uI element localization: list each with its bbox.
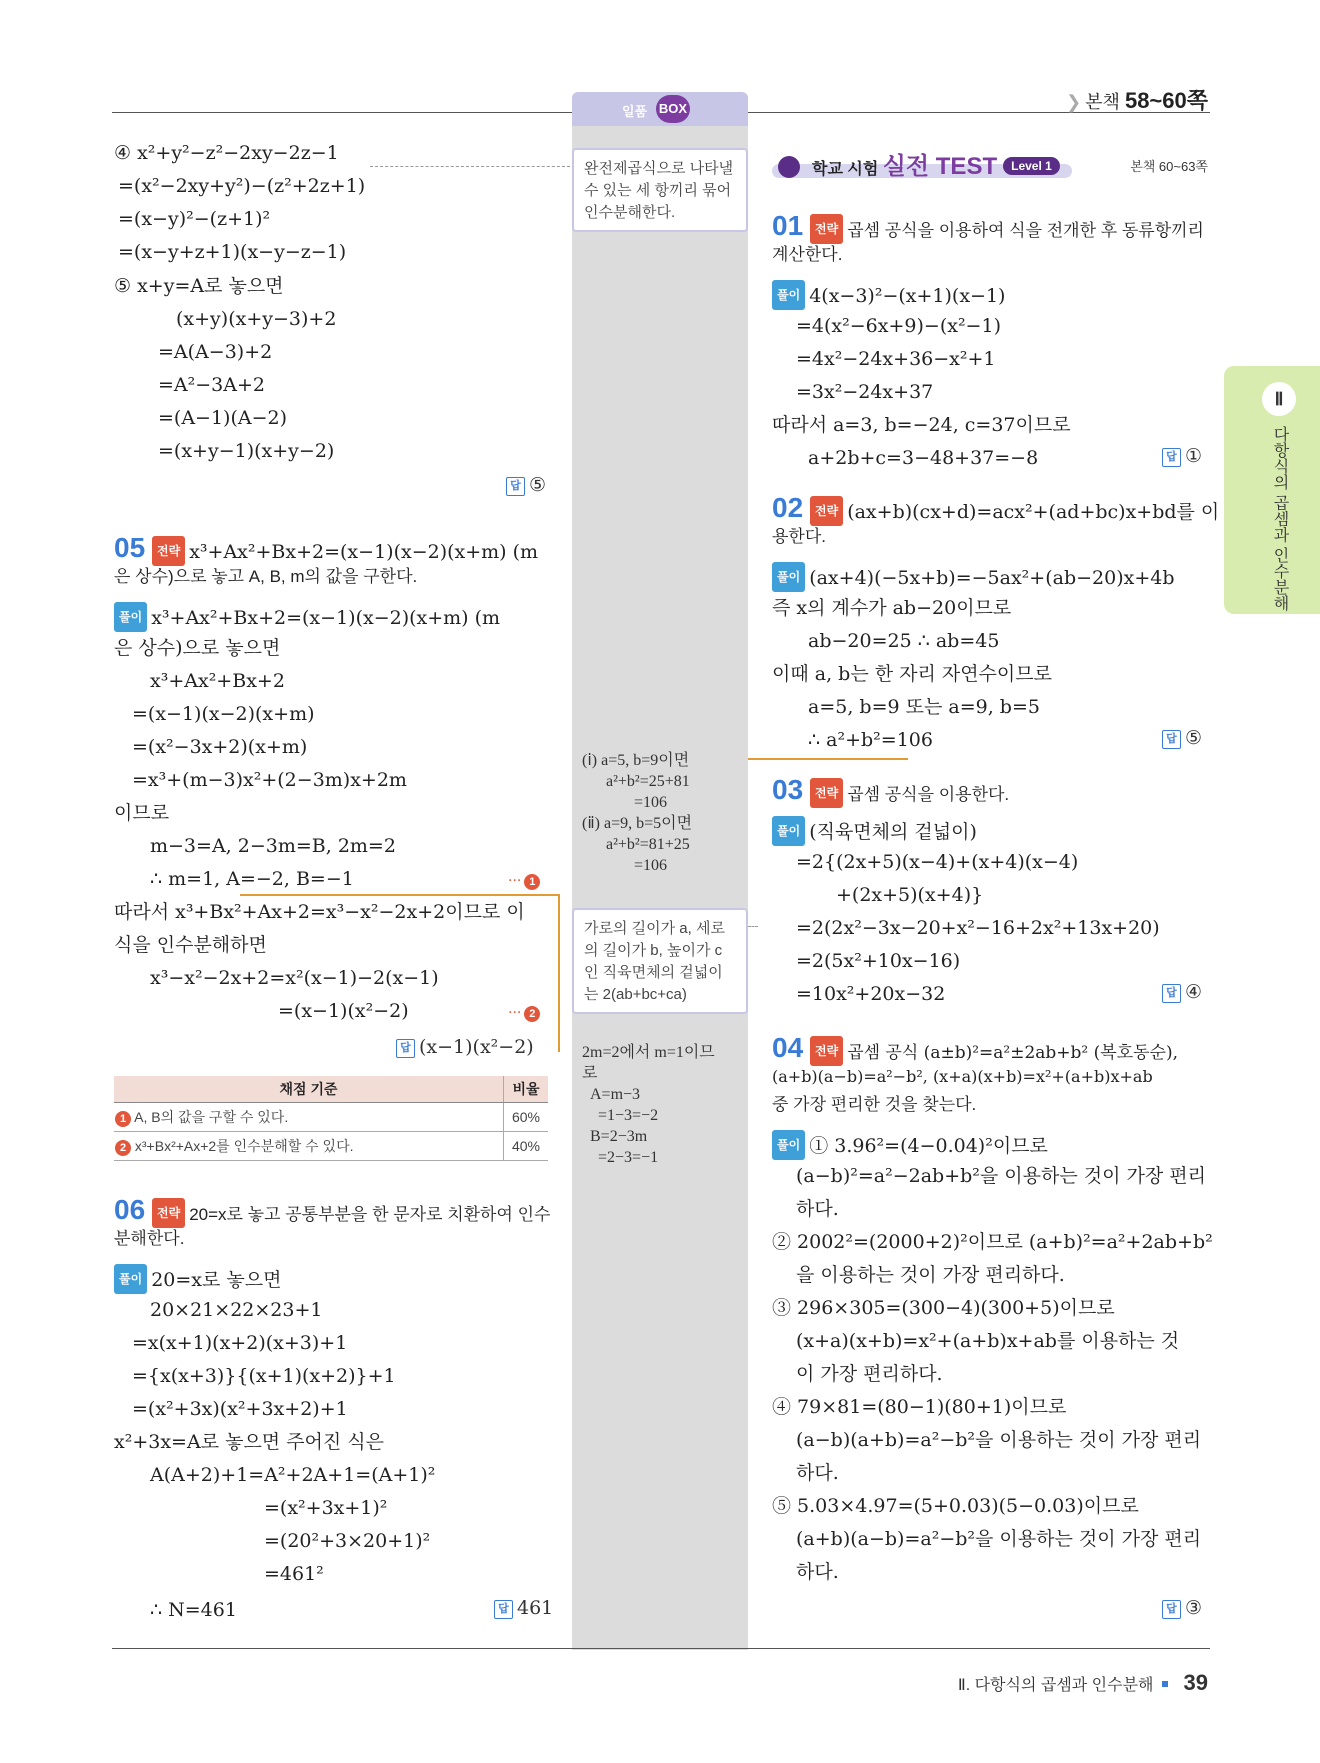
math-line: =4(x²−6x+9)−(x²−1) [796,315,1001,337]
answer [1162,981,1202,1003]
math-line: =(x²−2xy+y²)−(z²+2z+1) [118,175,366,197]
answer [396,1036,534,1058]
math-line: 이므로 [114,802,170,824]
math-line: ④ x²+y²−z²−2xy−2z−1 [114,142,339,164]
strategy-badge: 전략 [152,536,185,566]
math-line: =A²−3A+2 [158,374,265,396]
strategy-badge: 전략 [152,1198,185,1228]
math-line: A(A+2)+1=A²+2A+1=(A+1)² [150,1464,436,1486]
test-title-main: 실전 TEST [882,153,998,180]
answer-icon: 답 [1162,1600,1181,1619]
solution-line [772,1130,1048,1160]
math-line: ⑤ 5.03×4.97=(5+0.03)(5−0.03)이므로 [772,1495,1139,1517]
answer-value: 461 [517,1597,554,1619]
chapter-number: Ⅱ [1262,382,1296,416]
strategy-badge: 전략 [810,496,843,526]
connector-line [558,894,560,1052]
connector-line [370,166,570,167]
math-line: 을 이용하는 것이 가장 편리하다. [796,1264,1065,1286]
math-line: =2{(2x+5)(x−4)+(x+4)(x−4) [796,851,1079,873]
math-line: =(x²+3x)(x²+3x+2)+1 [132,1398,348,1420]
answer [494,1597,553,1619]
scoring-rate-header: 비율 [504,1076,549,1103]
strategy-line [810,496,1219,526]
math-line: =(x+y−1)(x+y−2) [158,440,335,462]
math-line: 은 상수)으로 놓으면 [114,637,281,659]
math-line: ∴ a²+b²=106 [808,729,933,751]
math-line: =A(A−3)+2 [158,341,273,363]
problem-number: 04 [772,1032,804,1063]
test-header [772,146,1208,182]
solution-line [772,280,1005,310]
solution-text: x³+Ax²+Bx+2=(x−1)(x−2)(x+m) (m [151,607,501,629]
answer-value: ⑤ [529,474,547,496]
strategy-line [152,1198,550,1228]
solution-text: (직육면체의 겉넓이) [809,821,977,843]
scoring-rate: 60% [504,1103,549,1132]
footer [958,1670,1208,1696]
solution-line [114,1264,281,1294]
math-line: 이때 a, b는 한 자리 자연수이므로 [772,663,1052,685]
test-title [812,146,1060,181]
math-line: ={x(x+3)}{(x+1)(x+2)}+1 [132,1365,396,1387]
math-line: 20×21×22×23+1 [150,1299,323,1321]
math-line: ∴ m=1, A=−2, B=−1 [150,868,354,890]
strategy-text: 계산한다. [772,245,843,264]
answer-value: ③ [1185,1597,1203,1619]
step-marker-1: ··· 1 [508,866,540,894]
math-line: 즉 x의 계수가 ab−20이므로 [772,597,1012,619]
math-line: ② 2002²=(2000+2)²이므로 (a+b)²=a²+2ab+b² [772,1231,1213,1253]
side-note-cases: (ⅰ) a=5, b=9이면 a²+b²=25+81 =106 (ⅱ) a=9, b=5이면 a²+b²=81+25 =106 [582,752,693,874]
scoring-table [114,1076,548,1161]
chapter-title: 다항식의 곱셈과 인수분해 [1271,426,1288,611]
page-reference [1066,84,1208,115]
step-marker-2: ··· 2 [508,998,540,1026]
answer [1162,445,1202,467]
solution-line [772,562,1175,592]
answer-value: ⑤ [1185,727,1203,749]
math-line: a+2b+c=3−48+37=−8 [808,447,1039,469]
chapter-side-tab[interactable] [1224,366,1320,614]
math-line: 따라서 a=3, b=−24, c=37이므로 [772,414,1071,436]
math-line: =3x²−24x+37 [796,381,934,403]
scoring-header: 채점 기준 [114,1076,504,1103]
answer [1162,727,1202,749]
box-label: 일품 [622,104,648,119]
footer-chapter: Ⅱ. 다항식의 곱셈과 인수분해 [957,1677,1154,1694]
strategy-text: 곱셈 공식 (a±b)²=a²±2ab+b² (복호동순), [847,1043,1178,1063]
scoring-row: 2 x³+Bx²+Ax+2를 인수분해할 수 있다. [114,1132,504,1161]
test-page-ref: 본책 60~63쪽 [1130,159,1208,174]
page-ref-prefix: 본책 [1085,92,1120,112]
math-line: 식을 인수분해하면 [114,934,267,956]
math-line: =2(2x²−3x−20+x²−16+2x²+13x+20) [796,917,1160,939]
answer [506,474,546,496]
math-line: =2(5x²+10x−16) [796,950,961,972]
math-line: =4x²−24x+36−x²+1 [796,348,996,370]
answer-icon: 답 [506,477,525,496]
math-line: ④ 79×81=(80−1)(80+1)이므로 [772,1396,1067,1418]
strategy-line [810,214,1204,244]
page-number: 39 [1183,1670,1208,1695]
math-line: =(x²+3x+1)² [264,1497,388,1519]
math-line: (x+y)(x+y−3)+2 [176,308,337,330]
connector-line [240,894,560,896]
scoring-criterion: A, B의 값을 구할 수 있다. [134,1109,289,1125]
solution-line [114,602,500,632]
math-line: =(x²−3x+2)(x+m) [132,736,308,758]
solution-text: 4(x−3)²−(x+1)(x−1) [809,285,1006,307]
side-note-2: 가로의 길이가 a, 세로의 길이가 b, 높이가 c인 직육면체의 겉넓이는 2(ab+bc+ca) [572,908,748,1014]
test-title-prefix: 학교 시험 [812,161,879,178]
math-line: 하다. [796,1462,839,1484]
math-line: 하다. [796,1561,839,1583]
page-ref-range: 58~60쪽 [1124,88,1208,113]
side-note-column [572,126,748,1650]
answer-icon: 답 [396,1039,415,1058]
math-line: (a−b)(a+b)=a²−b²을 이용하는 것이 가장 편리 [796,1429,1202,1451]
math-line: =(x−y)²−(z+1)² [118,208,271,230]
problem-number: 05 [114,532,146,563]
solution-badge: 풀이 [772,280,805,310]
strategy-text: (ax+b)(cx+d)=acx²+(ad+bc)x+bd를 이 [847,501,1220,523]
strategy-text: 20=x로 놓고 공통부분을 한 문자로 치환하여 인수 [189,1205,551,1224]
level-badge: Level 1 [1003,157,1060,175]
solution-badge: 풀이 [772,562,805,592]
strategy-text: 중 가장 편리한 것을 찾는다. [772,1095,977,1114]
strategy-text: 곱셈 공식을 이용하여 식을 전개한 후 동류항끼리 [847,221,1204,240]
math-line: a=5, b=9 또는 a=9, b=5 [808,696,1040,718]
strategy-text: 은 상수)으로 놓고 A, B, m의 값을 구한다. [114,567,418,586]
strategy-badge: 전략 [810,214,843,244]
math-line: ab−20=25 ∴ ab=45 [808,630,1000,652]
math-line: =x³+(m−3)x²+(2−3m)x+2m [132,769,407,791]
scoring-criterion: x³+Bx²+Ax+2를 인수분해할 수 있다. [134,1138,354,1154]
chevron-right-icon: ❯ [1066,92,1082,112]
solution-badge: 풀이 [114,1264,147,1294]
strategy-line [152,536,538,566]
math-line: (a+b)(a−b)=a²−b²을 이용하는 것이 가장 편리 [796,1528,1202,1550]
connector-line [748,926,758,927]
math-line: 따라서 x³+Bx²+Ax+2=x³−x²−2x+2이므로 이 [114,901,525,923]
math-line: =(A−1)(A−2) [158,407,288,429]
box-tab [572,92,748,126]
math-line: (x+a)(x+b)=x²+(a+b)x+ab를 이용하는 것 [796,1330,1180,1352]
footer-rule [112,1648,1210,1649]
answer-icon: 답 [1162,448,1181,467]
solution-line [772,816,977,846]
bullet-icon [778,156,800,178]
answer [1162,1597,1202,1619]
answer-value: ④ [1185,981,1203,1003]
solution-badge: 풀이 [772,1130,805,1160]
math-line: 하다. [796,1198,839,1220]
math-line: ∴ N=461 [150,1599,237,1621]
math-line: =(x−1)(x²−2) [278,1000,409,1022]
box-badge: BOX [656,95,690,123]
answer-value: ① [1185,445,1203,467]
math-line: =10x²+20x−32 [796,983,946,1005]
square-icon [1162,1681,1168,1687]
math-line: =(x−1)(x−2)(x+m) [132,703,315,725]
math-line: x³+Ax²+Bx+2 [150,670,285,692]
strategy-line [810,778,1009,808]
scoring-rate: 40% [504,1132,549,1161]
math-line: =(20²+3×20+1)² [264,1530,431,1552]
math-line: ⑤ x+y=A로 놓으면 [114,275,284,297]
math-line: 이 가장 편리하다. [796,1363,943,1385]
strategy-text: (a+b)(a−b)=a²−b², (x+a)(x+b)=x²+(a+b)x+ab [772,1067,1153,1086]
side-note-3: 2m=2에서 m=1이므 로 A=m−3 =1−3=−2 B=2−3m =2−3=−1 [582,1044,715,1166]
math-line: x³−x²−2x+2=x²(x−1)−2(x−1) [150,967,439,989]
answer-icon: 답 [1162,730,1181,749]
strategy-text: x³+Ax²+Bx+2=(x−1)(x−2)(x+m) (m [189,541,539,563]
connector-line [748,758,908,760]
side-note-1: 완전제곱식으로 나타낼 수 있는 세 항끼리 묶어 인수분해한다. [572,148,748,232]
math-line: +(2x+5)(x+4)} [836,884,984,906]
math-line: (a−b)²=a²−2ab+b²을 이용하는 것이 가장 편리 [796,1165,1206,1187]
solution-text: ① 3.96²=(4−0.04)²이므로 [809,1135,1048,1157]
strategy-badge: 전략 [810,1036,843,1066]
strategy-text: 분해한다. [114,1229,185,1248]
strategy-text: 용한다. [772,527,826,546]
strategy-badge: 전략 [810,778,843,808]
math-line: x²+3x=A로 놓으면 주어진 식은 [114,1431,385,1453]
problem-number: 02 [772,492,804,523]
answer-icon: 답 [1162,984,1181,1003]
problem-number: 06 [114,1194,146,1225]
math-line: =(x−y+z+1)(x−y−z−1) [118,241,347,263]
answer-icon: 답 [494,1600,513,1619]
solution-text: (ax+4)(−5x+b)=−5ax²+(ab−20)x+4b [809,567,1175,589]
solution-badge: 풀이 [114,602,147,632]
problem-number: 03 [772,774,804,805]
math-line: =x(x+1)(x+2)(x+3)+1 [132,1332,348,1354]
scoring-row: 1 A, B의 값을 구할 수 있다. [114,1103,504,1132]
math-line: =461² [264,1563,324,1585]
solution-text: 20=x로 놓으면 [151,1269,282,1291]
math-line: ③ 296×305=(300−4)(300+5)이므로 [772,1297,1115,1319]
math-line: m−3=A, 2−3m=B, 2m=2 [150,835,396,857]
problem-number: 01 [772,210,804,241]
answer-value: (x−1)(x²−2) [419,1036,534,1058]
strategy-text: 곱셈 공식을 이용한다. [847,785,1010,804]
solution-badge: 풀이 [772,816,805,846]
strategy-line [810,1036,1178,1066]
